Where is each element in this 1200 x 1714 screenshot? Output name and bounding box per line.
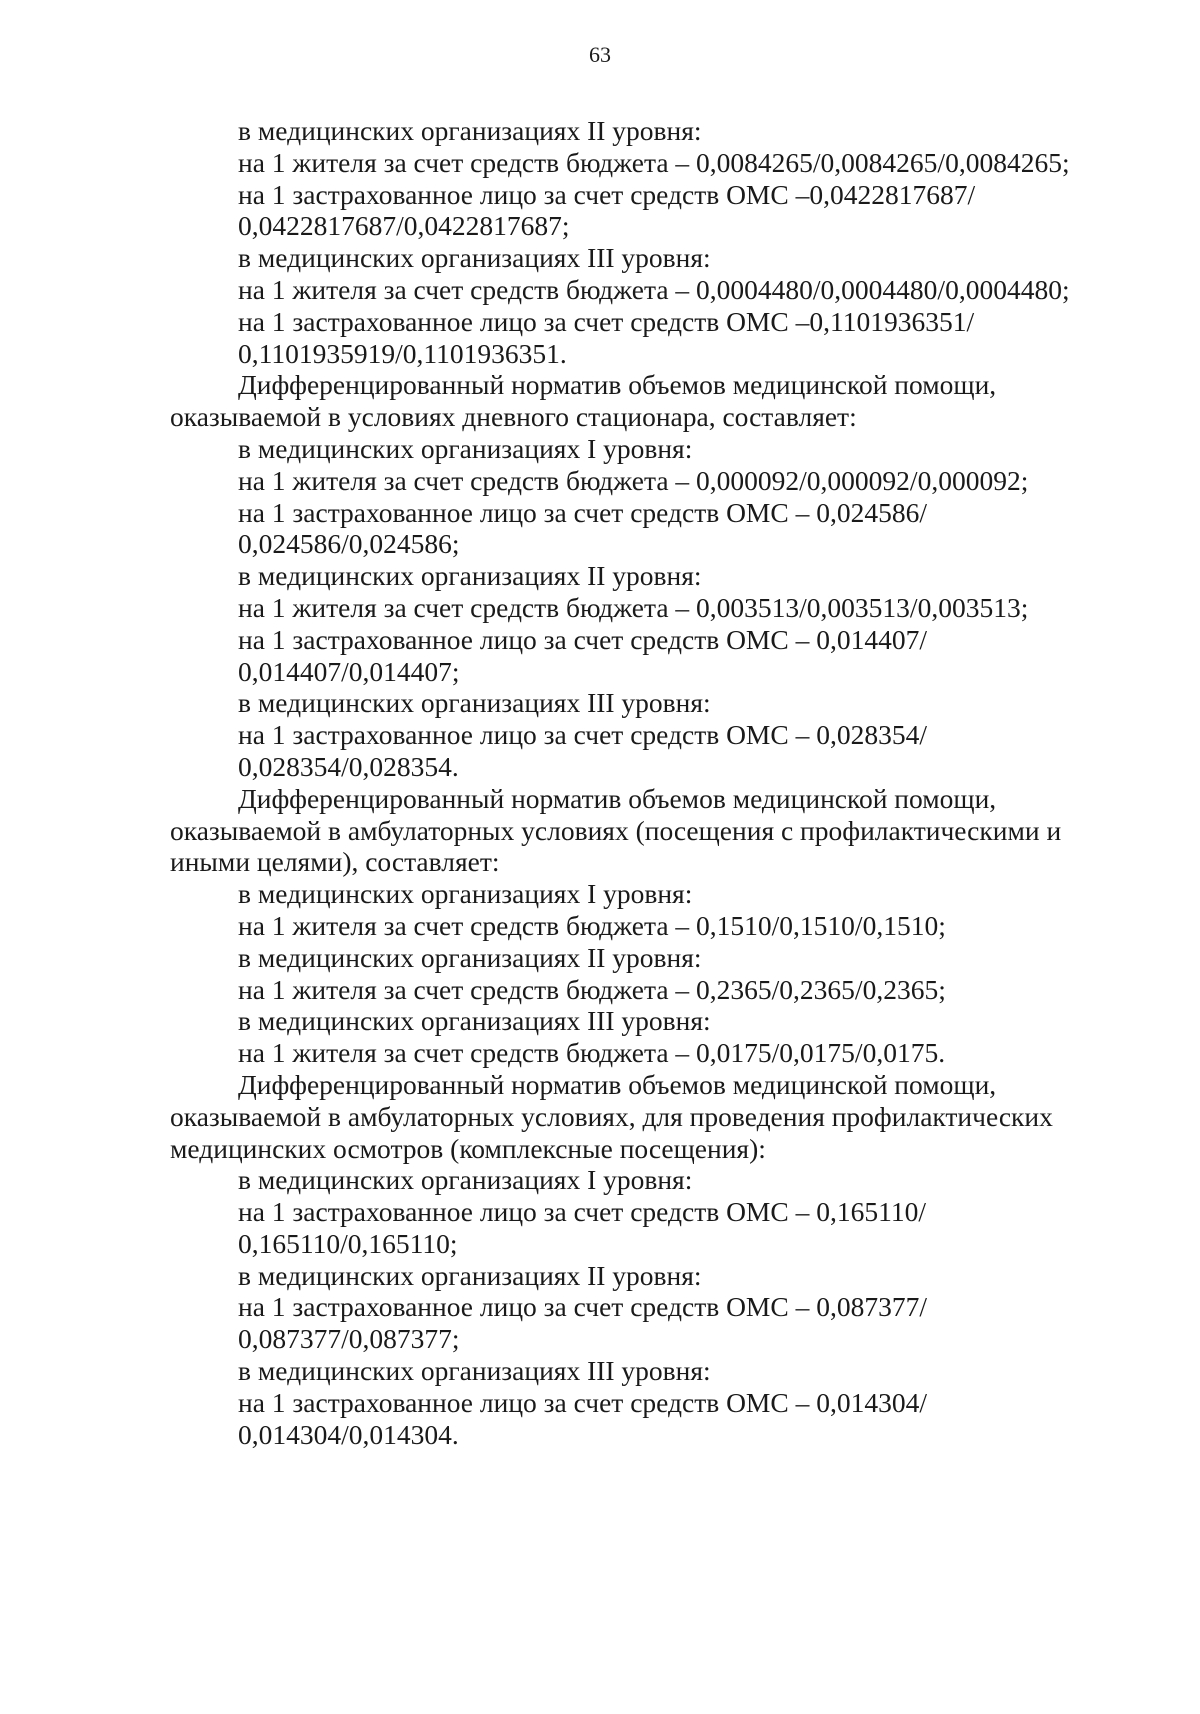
text-line: 0,024586/0,024586; [238, 528, 460, 560]
text-line: 0,1101935919/0,1101936351. [238, 337, 567, 369]
text-line: на 1 жителя за счет средств бюджета – 0,0004480/0,0004480/0,0004480; [238, 273, 1070, 305]
text-line: на 1 застрахованное лицо за счет средств ОМС – 0,087377/ [238, 1291, 927, 1323]
text-line: в медицинских организациях I уровня: [238, 1164, 693, 1196]
text-line: на 1 застрахованное лицо за счет средств ОМС –0,1101936351/ [238, 305, 975, 337]
text-line: оказываемой в условиях дневного стационара, составляет: [170, 401, 857, 433]
text-line: в медицинских организациях II уровня: [238, 560, 702, 592]
text-line: Дифференцированный норматив объемов медицинской помощи, [238, 1068, 997, 1100]
text-line: 0,0422817687/0,0422817687; [238, 210, 570, 242]
text-line: на 1 застрахованное лицо за счет средств ОМС – 0,028354/ [238, 719, 927, 751]
text-line: на 1 жителя за счет средств бюджета – 0,000092/0,000092/0,000092; [238, 464, 1029, 496]
page-number: 63 [589, 42, 611, 67]
text-line: оказываемой в амбулаторных условиях, для проведения профилактических [170, 1100, 1053, 1132]
text-line: на 1 застрахованное лицо за счет средств ОМС –0,0422817687/ [238, 178, 976, 210]
text-line: медицинских осмотров (комплексные посещения): [170, 1132, 766, 1164]
text-line: в медицинских организациях I уровня: [238, 432, 693, 464]
text-line: на 1 жителя за счет средств бюджета – 0,0084265/0,0084265/0,0084265; [238, 146, 1070, 178]
text-line: Дифференцированный норматив объемов медицинской помощи, [238, 782, 997, 814]
text-line: иными целями), составляет: [170, 846, 500, 878]
text-line: в медицинских организациях III уровня: [238, 1355, 711, 1387]
text-line: в медицинских организациях II уровня: [238, 941, 702, 973]
text-line: в медицинских организациях III уровня: [238, 687, 711, 719]
text-line: на 1 жителя за счет средств бюджета – 0,1510/0,1510/0,1510; [238, 909, 946, 941]
text-line: в медицинских организациях I уровня: [238, 878, 693, 910]
text-line: на 1 застрахованное лицо за счет средств ОМС – 0,014407/ [238, 623, 927, 655]
text-line: в медицинских организациях II уровня: [238, 1259, 702, 1291]
document-body [170, 115, 1130, 1450]
text-line: 0,087377/0,087377; [238, 1323, 460, 1355]
text-line: Дифференцированный норматив объемов медицинской помощи, [238, 369, 997, 401]
text-line: в медицинских организациях II уровня: [238, 115, 702, 146]
text-line: оказываемой в амбулаторных условиях (посещения с профилактическими и [170, 814, 1062, 846]
text-line: в медицинских организациях III уровня: [238, 242, 711, 274]
text-line: 0,028354/0,028354. [238, 750, 459, 782]
text-line: 0,014304/0,014304. [238, 1418, 459, 1450]
text-line: на 1 жителя за счет средств бюджета – 0,0175/0,0175/0,0175. [238, 1037, 946, 1069]
text-line: на 1 застрахованное лицо за счет средств ОМС – 0,014304/ [238, 1386, 927, 1418]
text-line: на 1 жителя за счет средств бюджета – 0,2365/0,2365/0,2365; [238, 973, 946, 1005]
text-line: на 1 жителя за счет средств бюджета – 0,003513/0,003513/0,003513; [238, 591, 1029, 623]
text-line: на 1 застрахованное лицо за счет средств ОМС – 0,165110/ [238, 1196, 926, 1228]
text-line: 0,165110/0,165110; [238, 1227, 458, 1259]
text-line: 0,014407/0,014407; [238, 655, 460, 687]
text-line: в медицинских организациях III уровня: [238, 1005, 711, 1037]
text-line: на 1 застрахованное лицо за счет средств ОМС – 0,024586/ [238, 496, 927, 528]
